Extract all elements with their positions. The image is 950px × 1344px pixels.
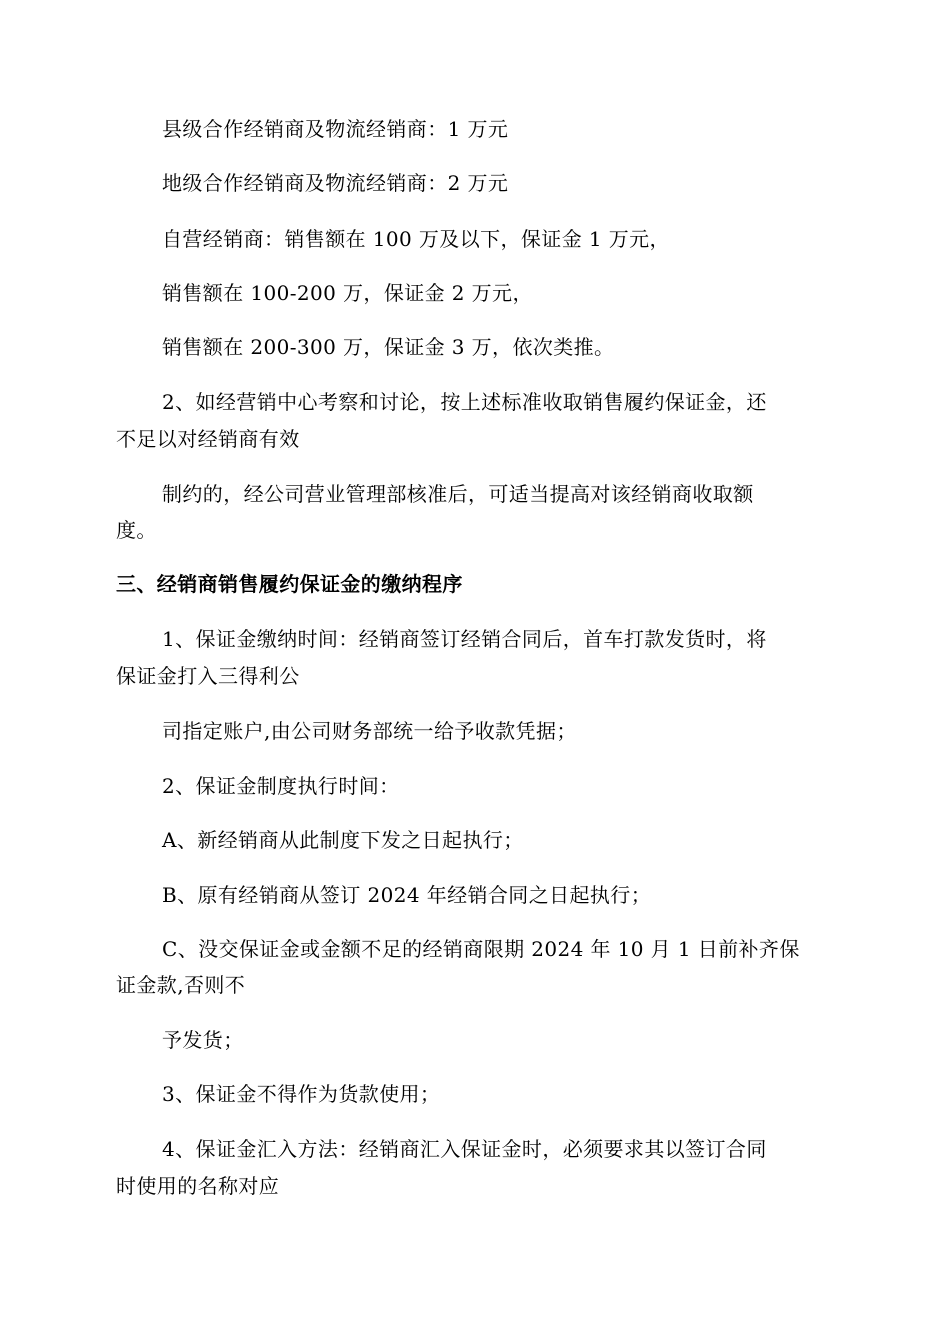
section-heading: 三、经销商销售履约保证金的缴纳程序	[116, 572, 463, 596]
paragraph-line: 予发货；	[162, 1028, 244, 1052]
paragraph-line: 保证金打入三得利公	[116, 664, 300, 688]
paragraph-line: C、没交保证金或金额不足的经销商限期 2024 年 10 月 1 日前补齐保	[162, 937, 800, 961]
paragraph-line: 1、保证金缴纳时间：经销商签订经销合同后，首车打款发货时，将	[162, 627, 767, 651]
paragraph-line: 时使用的名称对应	[116, 1174, 280, 1198]
paragraph-line: 销售额在 100-200 万，保证金 2 万元，	[162, 281, 533, 305]
paragraph-line: 司指定账户,由公司财务部统一给予收款凭据；	[162, 719, 577, 743]
paragraph-line: 3、保证金不得作为货款使用；	[162, 1082, 441, 1106]
paragraph-line: 不足以对经销商有效	[116, 427, 300, 451]
paragraph-line: 制约的，经公司营业管理部核准后，可适当提高对该经销商收取额	[162, 482, 754, 506]
paragraph-line: 2、如经营销中心考察和讨论，按上述标准收取销售履约保证金，还	[162, 390, 767, 414]
paragraph-line: 地级合作经销商及物流经销商：2 万元	[162, 171, 509, 195]
paragraph-line: 县级合作经销商及物流经销商：1 万元	[162, 117, 509, 141]
paragraph-line: 证金款,否则不	[116, 973, 246, 997]
paragraph-line: B、原有经销商从签订 2024 年经销合同之日起执行；	[162, 883, 652, 907]
paragraph-line: A、新经销商从此制度下发之日起执行；	[162, 828, 524, 852]
paragraph-line: 销售额在 200-300 万，保证金 3 万，依次类推。	[162, 335, 615, 359]
paragraph-line: 自营经销商：销售额在 100 万及以下，保证金 1 万元，	[162, 227, 670, 251]
paragraph-line: 度。	[116, 518, 157, 542]
paragraph-line: 4、保证金汇入方法：经销商汇入保证金时，必须要求其以签订合同	[162, 1137, 767, 1161]
paragraph-line: 2、保证金制度执行时间：	[162, 774, 400, 798]
